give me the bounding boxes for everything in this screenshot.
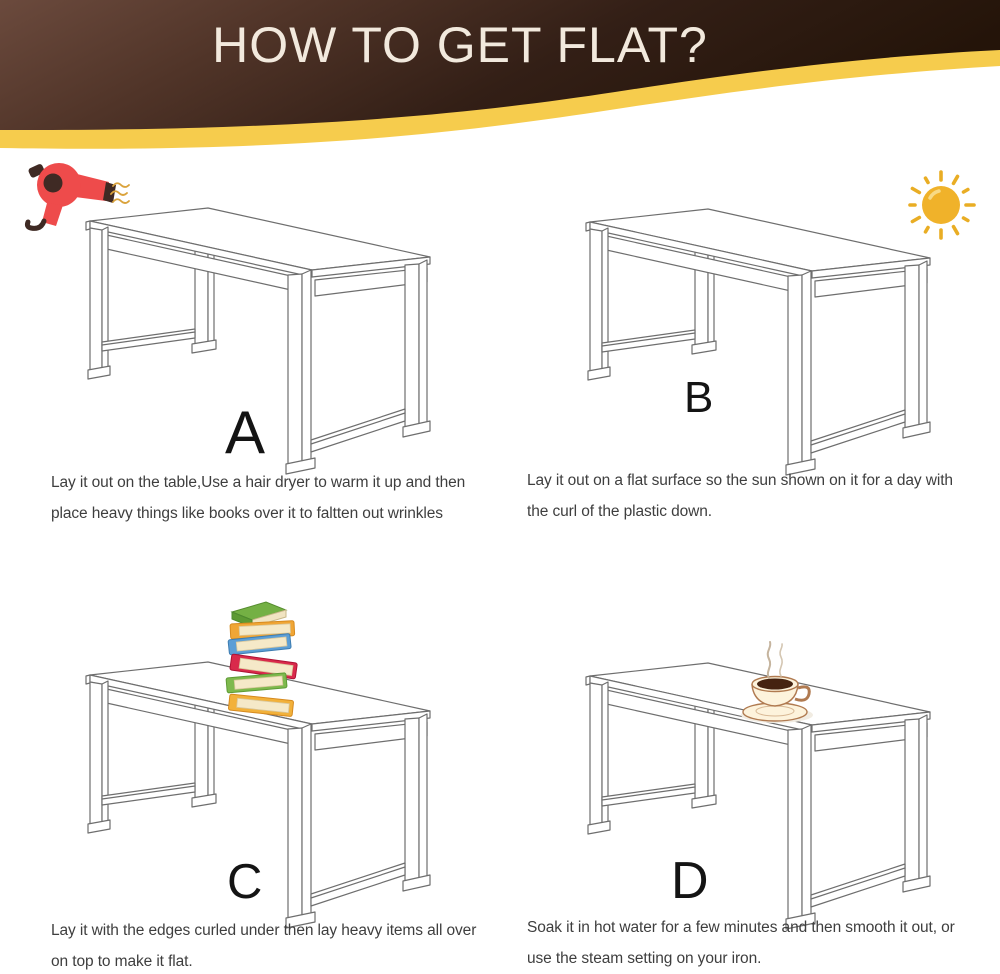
method-b-caption-line2: the curl of the plastic down. — [527, 502, 712, 520]
method-b-caption — [527, 466, 953, 527]
book-green-lower — [226, 673, 287, 693]
method-c-caption-line2: on top to make it flat. — [51, 952, 193, 970]
method-a-caption-line2: place heavy things like books over it to faltten out wrinkles — [51, 504, 443, 522]
method-c-label: C — [227, 855, 263, 909]
sun-icon — [900, 163, 982, 248]
method-c-caption-line1: Lay it with the edges curled under then lay heavy items all over — [51, 922, 477, 939]
method-c-caption — [51, 916, 476, 974]
method-b-label: B — [684, 373, 714, 422]
method-b-caption-line1: Lay it out on a flat surface so the sun shown on it for a day with — [527, 472, 953, 489]
steam-wisps — [768, 642, 782, 678]
method-d-caption-line1: Soak it in hot water for a few minutes and then smooth it out, or — [527, 919, 955, 936]
method-a-label: A — [225, 399, 266, 466]
method-d-caption — [527, 913, 955, 974]
method-a-caption-line1: Lay it out on the table,Use a hair dryer to warm it up and then — [51, 474, 466, 491]
table-illustration-b — [575, 196, 955, 486]
books-stack-icon — [216, 598, 311, 724]
coffee-cup-icon — [725, 638, 825, 730]
hair-dryer-icon — [15, 158, 130, 233]
book-yellow-bottom — [228, 694, 293, 717]
method-a-caption — [51, 468, 465, 529]
page-title: HOW TO GET FLAT? — [212, 17, 708, 73]
method-d-label: D — [671, 852, 709, 910]
method-d-caption-line2: use the steam setting on your iron. — [527, 949, 762, 967]
